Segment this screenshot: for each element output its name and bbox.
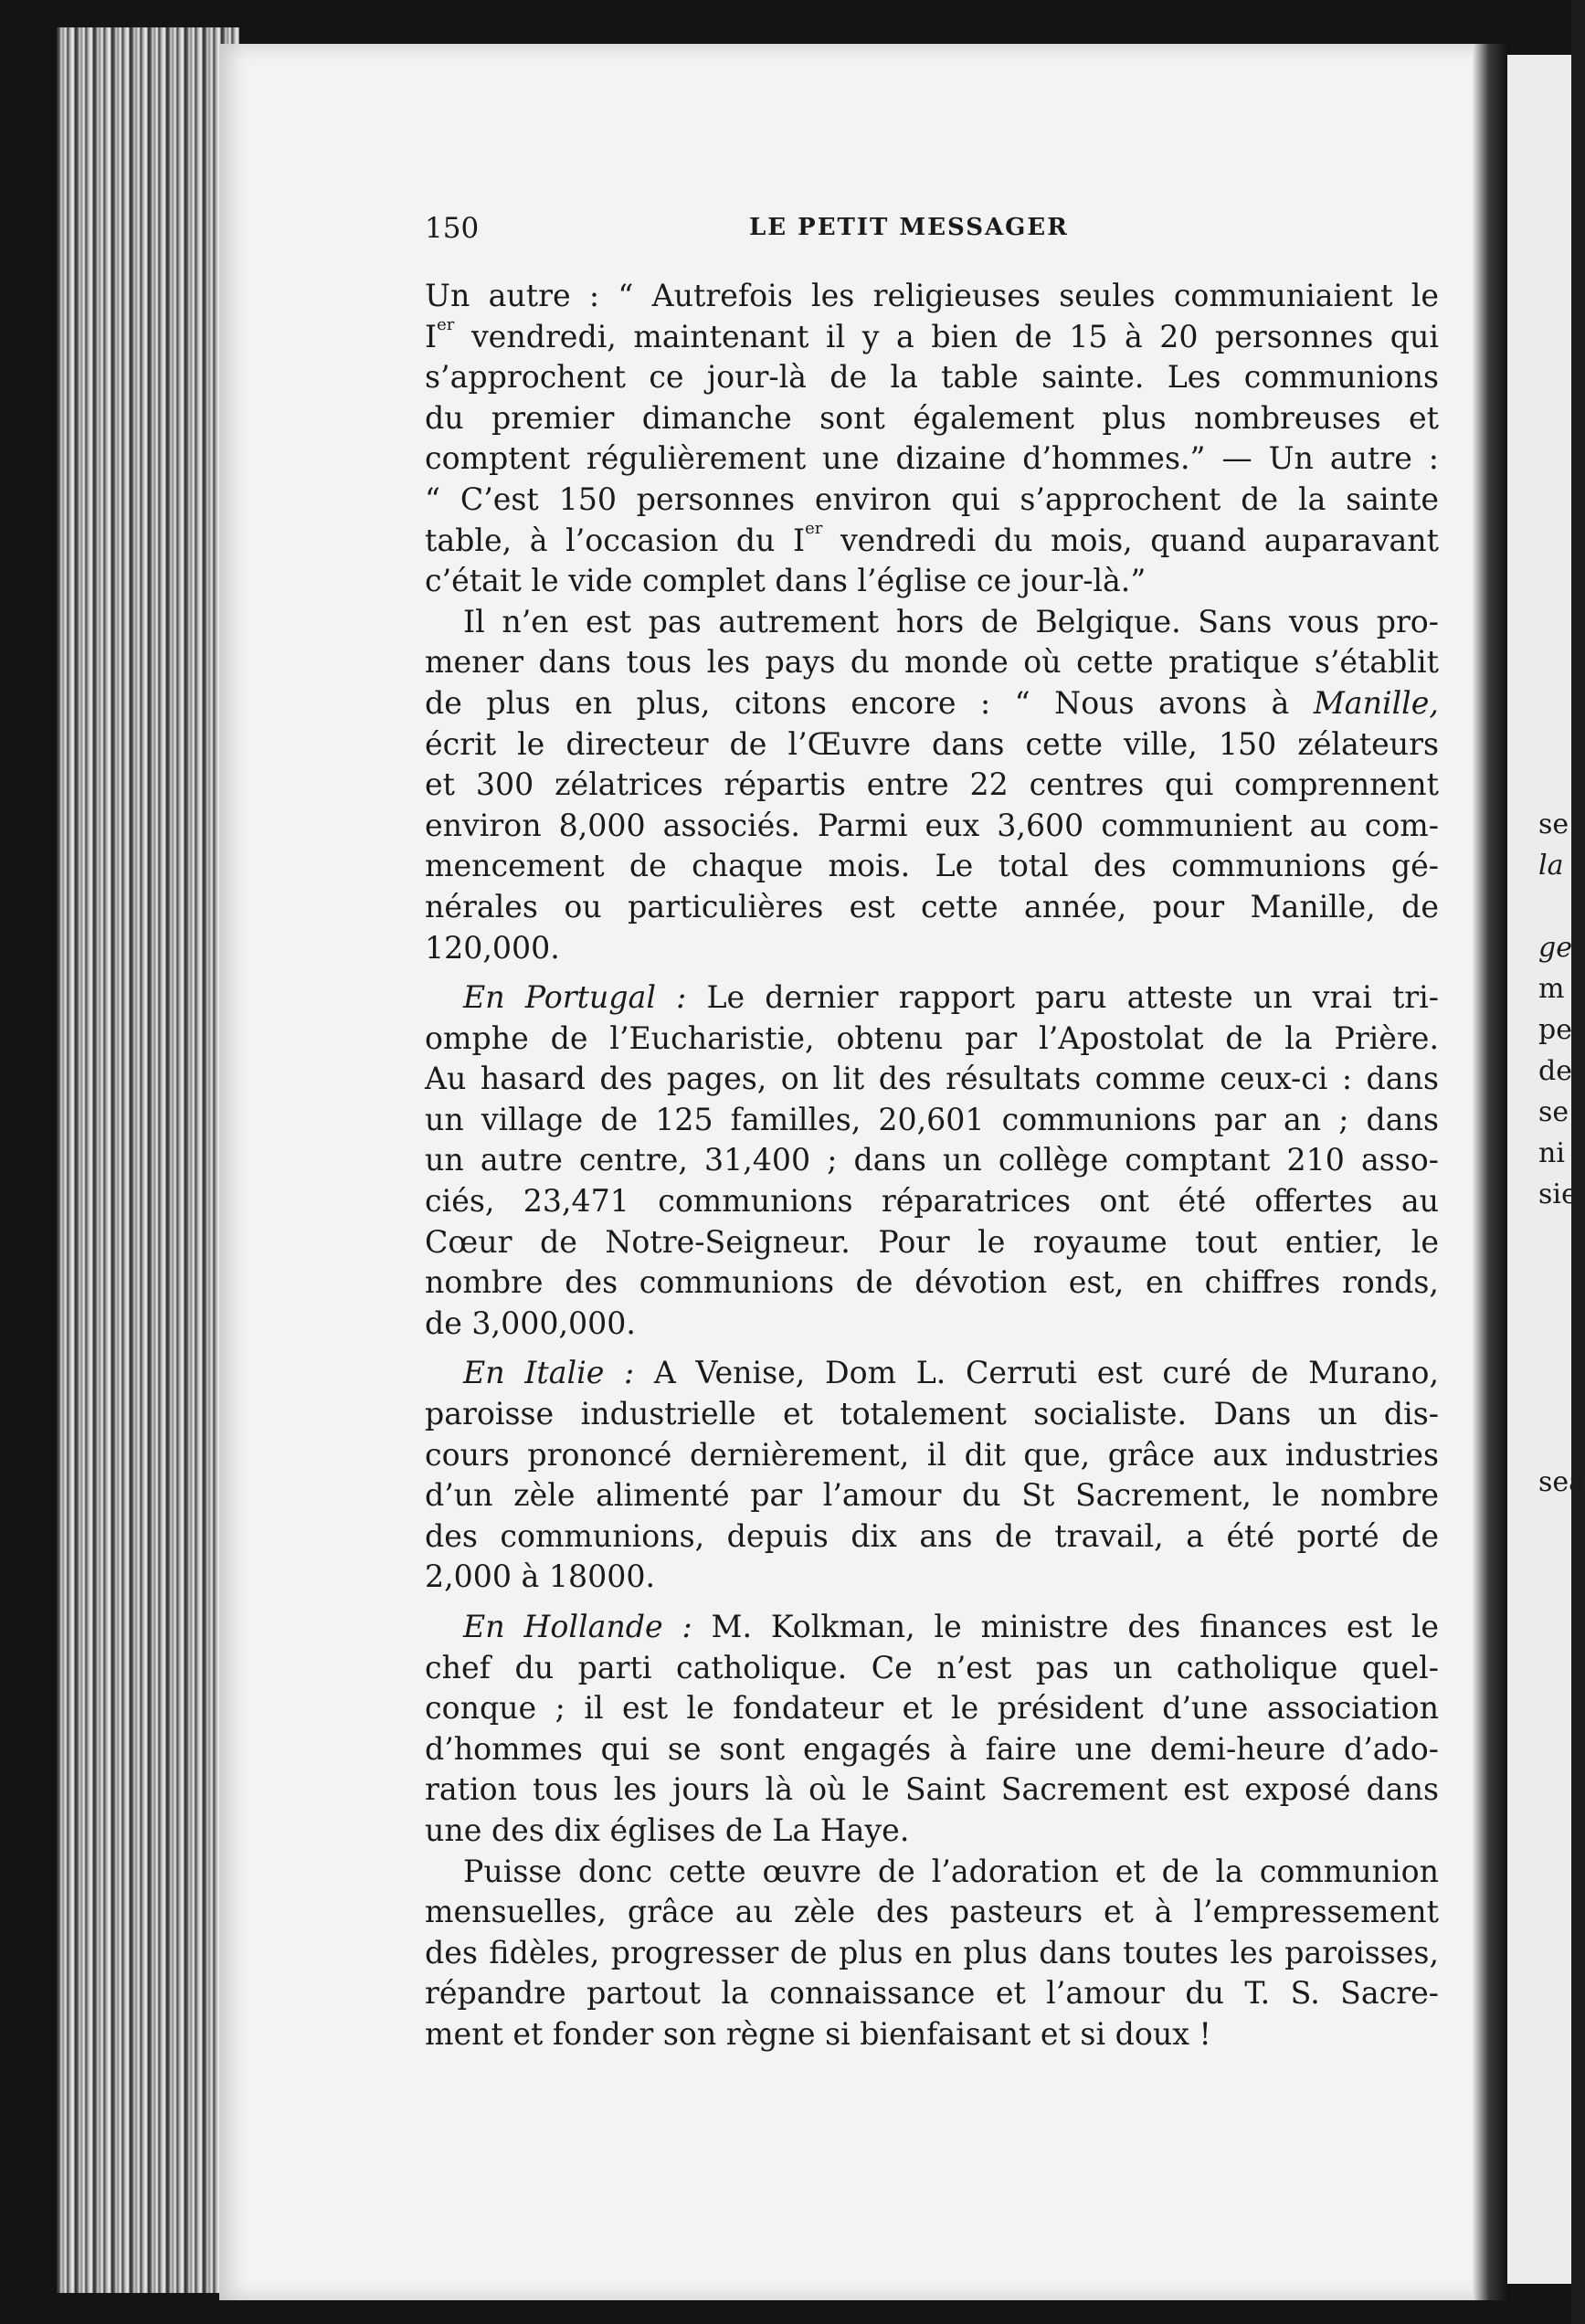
text-line: cours prononcé dernièrement, il dit que, grâce aux industries xyxy=(425,1436,1439,1473)
text-line: de plus en plus, citons encore : “ Nous avons à Manille, xyxy=(425,684,1439,721)
text-line: Ier vendredi, maintenant il y a bien de 15 à 20 personnes qui xyxy=(425,314,1439,354)
text-line: 2,000 à 18000. xyxy=(425,1558,656,1595)
paragraph xyxy=(425,1852,1439,2055)
text-line: 120,000. xyxy=(425,929,560,966)
book-gutter xyxy=(1473,44,1509,2300)
text-line: paroisse industrielle et totalement socialiste. Dans un dis- xyxy=(425,1396,1439,1432)
italic-place-name: Manille, xyxy=(1313,684,1439,721)
text-line: Un autre : “ Autrefois les religieuses seules communiaient le xyxy=(425,278,1439,313)
page-body xyxy=(425,276,1439,2055)
text-line: En Italie : A Venise, Dom L. Cerruti est curé de Murano, xyxy=(463,1355,1439,1391)
fragment: de xyxy=(1538,1055,1572,1087)
section-lead: En Hollande : xyxy=(463,1609,692,1644)
text-line: répandre partout la connaissance et l’amour du T. S. Sacre- xyxy=(425,1975,1439,2012)
superscript: er xyxy=(805,518,823,538)
paragraph xyxy=(425,602,1439,968)
section-lead: En Portugal : xyxy=(463,979,687,1016)
fragment: pe xyxy=(1538,1014,1572,1046)
page-number: 150 xyxy=(425,212,480,245)
fragment: la xyxy=(1538,850,1564,882)
text-line: d’hommes qui se sont engagés à faire une demi-heure d’ado- xyxy=(425,1730,1439,1767)
text-line: comptent régulièrement une dizaine d’hommes.” — Un autre : xyxy=(425,440,1439,477)
journal-title: LE PETIT MESSAGER xyxy=(749,214,1069,241)
fragment: se xyxy=(1538,808,1569,840)
text-line: des fidèles, progresser de plus en plus dans toutes les paroisses, xyxy=(425,1934,1439,1970)
text-line: une des dix églises de La Haye. xyxy=(425,1812,910,1848)
page-edges xyxy=(57,27,239,2293)
paragraph xyxy=(425,1353,1439,1598)
running-head xyxy=(425,212,1439,258)
text-line: “ C’est 150 personnes environ qui s’approchent de la sainte xyxy=(425,481,1439,517)
text-line: nérales ou particulières est cette année, pour Manille, de xyxy=(425,888,1439,924)
text-line: Il n’en est pas autrement hors de Belgique. Sans vous pro- xyxy=(463,603,1439,639)
text-line: ciés, 23,471 communions réparatrices ont été offertes au xyxy=(425,1183,1439,1220)
text-line: omphe de l’Eucharistie, obtenu par l’Apostolat de la Prière. xyxy=(425,1019,1439,1056)
fragment: ge xyxy=(1538,932,1572,964)
paragraph xyxy=(425,1607,1439,1852)
fragment: m xyxy=(1538,973,1565,1005)
text-line: Puisse donc cette œuvre de l’adoration et de la communion xyxy=(463,1853,1439,1889)
section-lead: En Italie : xyxy=(463,1355,635,1391)
text-line: mensuelles, grâce au zèle des pasteurs et à l’empressement xyxy=(425,1894,1439,1930)
text-line: table, à l’occasion du Ier vendredi du mois, quand auparavant xyxy=(425,518,1439,558)
text-line: c’était le vide complet dans l’église ce jour-là.” xyxy=(425,563,1146,599)
text-line: s’approchent ce jour-là de la table sainte. Les communions xyxy=(425,359,1439,396)
text-line: d’un zèle alimenté par l’amour du St Sacrement, le nombre xyxy=(425,1477,1439,1514)
text-line: et 300 zélatrices répartis entre 22 centres qui comprennent xyxy=(425,766,1439,803)
text-line: Cœur de Notre-Seigneur. Pour le royaume tout entier, le xyxy=(425,1223,1439,1260)
fragment: sie xyxy=(1538,1178,1578,1210)
text-line: du premier dimanche sont également plus nombreuses et xyxy=(425,399,1439,436)
text-line: conque ; il est le fondateur et le président d’une association xyxy=(425,1690,1439,1727)
text-line: ration tous les jours là où le Saint Sacrement est exposé dans xyxy=(425,1771,1439,1808)
text-line: mencement de chaque mois. Le total des communions gé- xyxy=(425,848,1439,884)
paragraph xyxy=(425,276,1439,602)
text-line: environ 8,000 associés. Parmi eux 3,600 communient au com- xyxy=(425,807,1439,843)
superscript: er xyxy=(437,314,455,334)
text-line: En Hollande : M. Kolkman, le ministre des finances est le xyxy=(463,1609,1439,1644)
paragraph xyxy=(425,977,1439,1344)
text-line: nombre des communions de dévotion est, en chiffres ronds, xyxy=(425,1264,1439,1301)
text-line: chef du parti catholique. Ce n’est pas un catholique quel- xyxy=(425,1649,1439,1685)
text-line: un village de 125 familles, 20,601 communions par an ; dans xyxy=(425,1101,1439,1137)
fragment: se xyxy=(1538,1096,1569,1128)
fragment: sea xyxy=(1538,1466,1585,1498)
facing-page-fragments xyxy=(1538,804,1585,1503)
text-line: de 3,000,000. xyxy=(425,1305,636,1341)
text-line: écrit le directeur de l’Œuvre dans cette ville, 150 zélateurs xyxy=(425,725,1439,762)
text-line: Au hasard des pages, on lit des résultats comme ceux-ci : dans xyxy=(425,1061,1439,1097)
text-line: des communions, depuis dix ans de travail, a été porté de xyxy=(425,1517,1439,1554)
text-line: ment et fonder son règne si bienfaisant et si doux ! xyxy=(425,2015,1211,2052)
fragment: ni xyxy=(1538,1137,1565,1169)
text-line: En Portugal : Le dernier rapport paru atteste un vrai tri- xyxy=(463,979,1439,1016)
text-line: un autre centre, 31,400 ; dans un collège comptant 210 asso- xyxy=(425,1142,1439,1178)
text-line: mener dans tous les pays du monde où cette pratique s’établit xyxy=(425,644,1439,681)
